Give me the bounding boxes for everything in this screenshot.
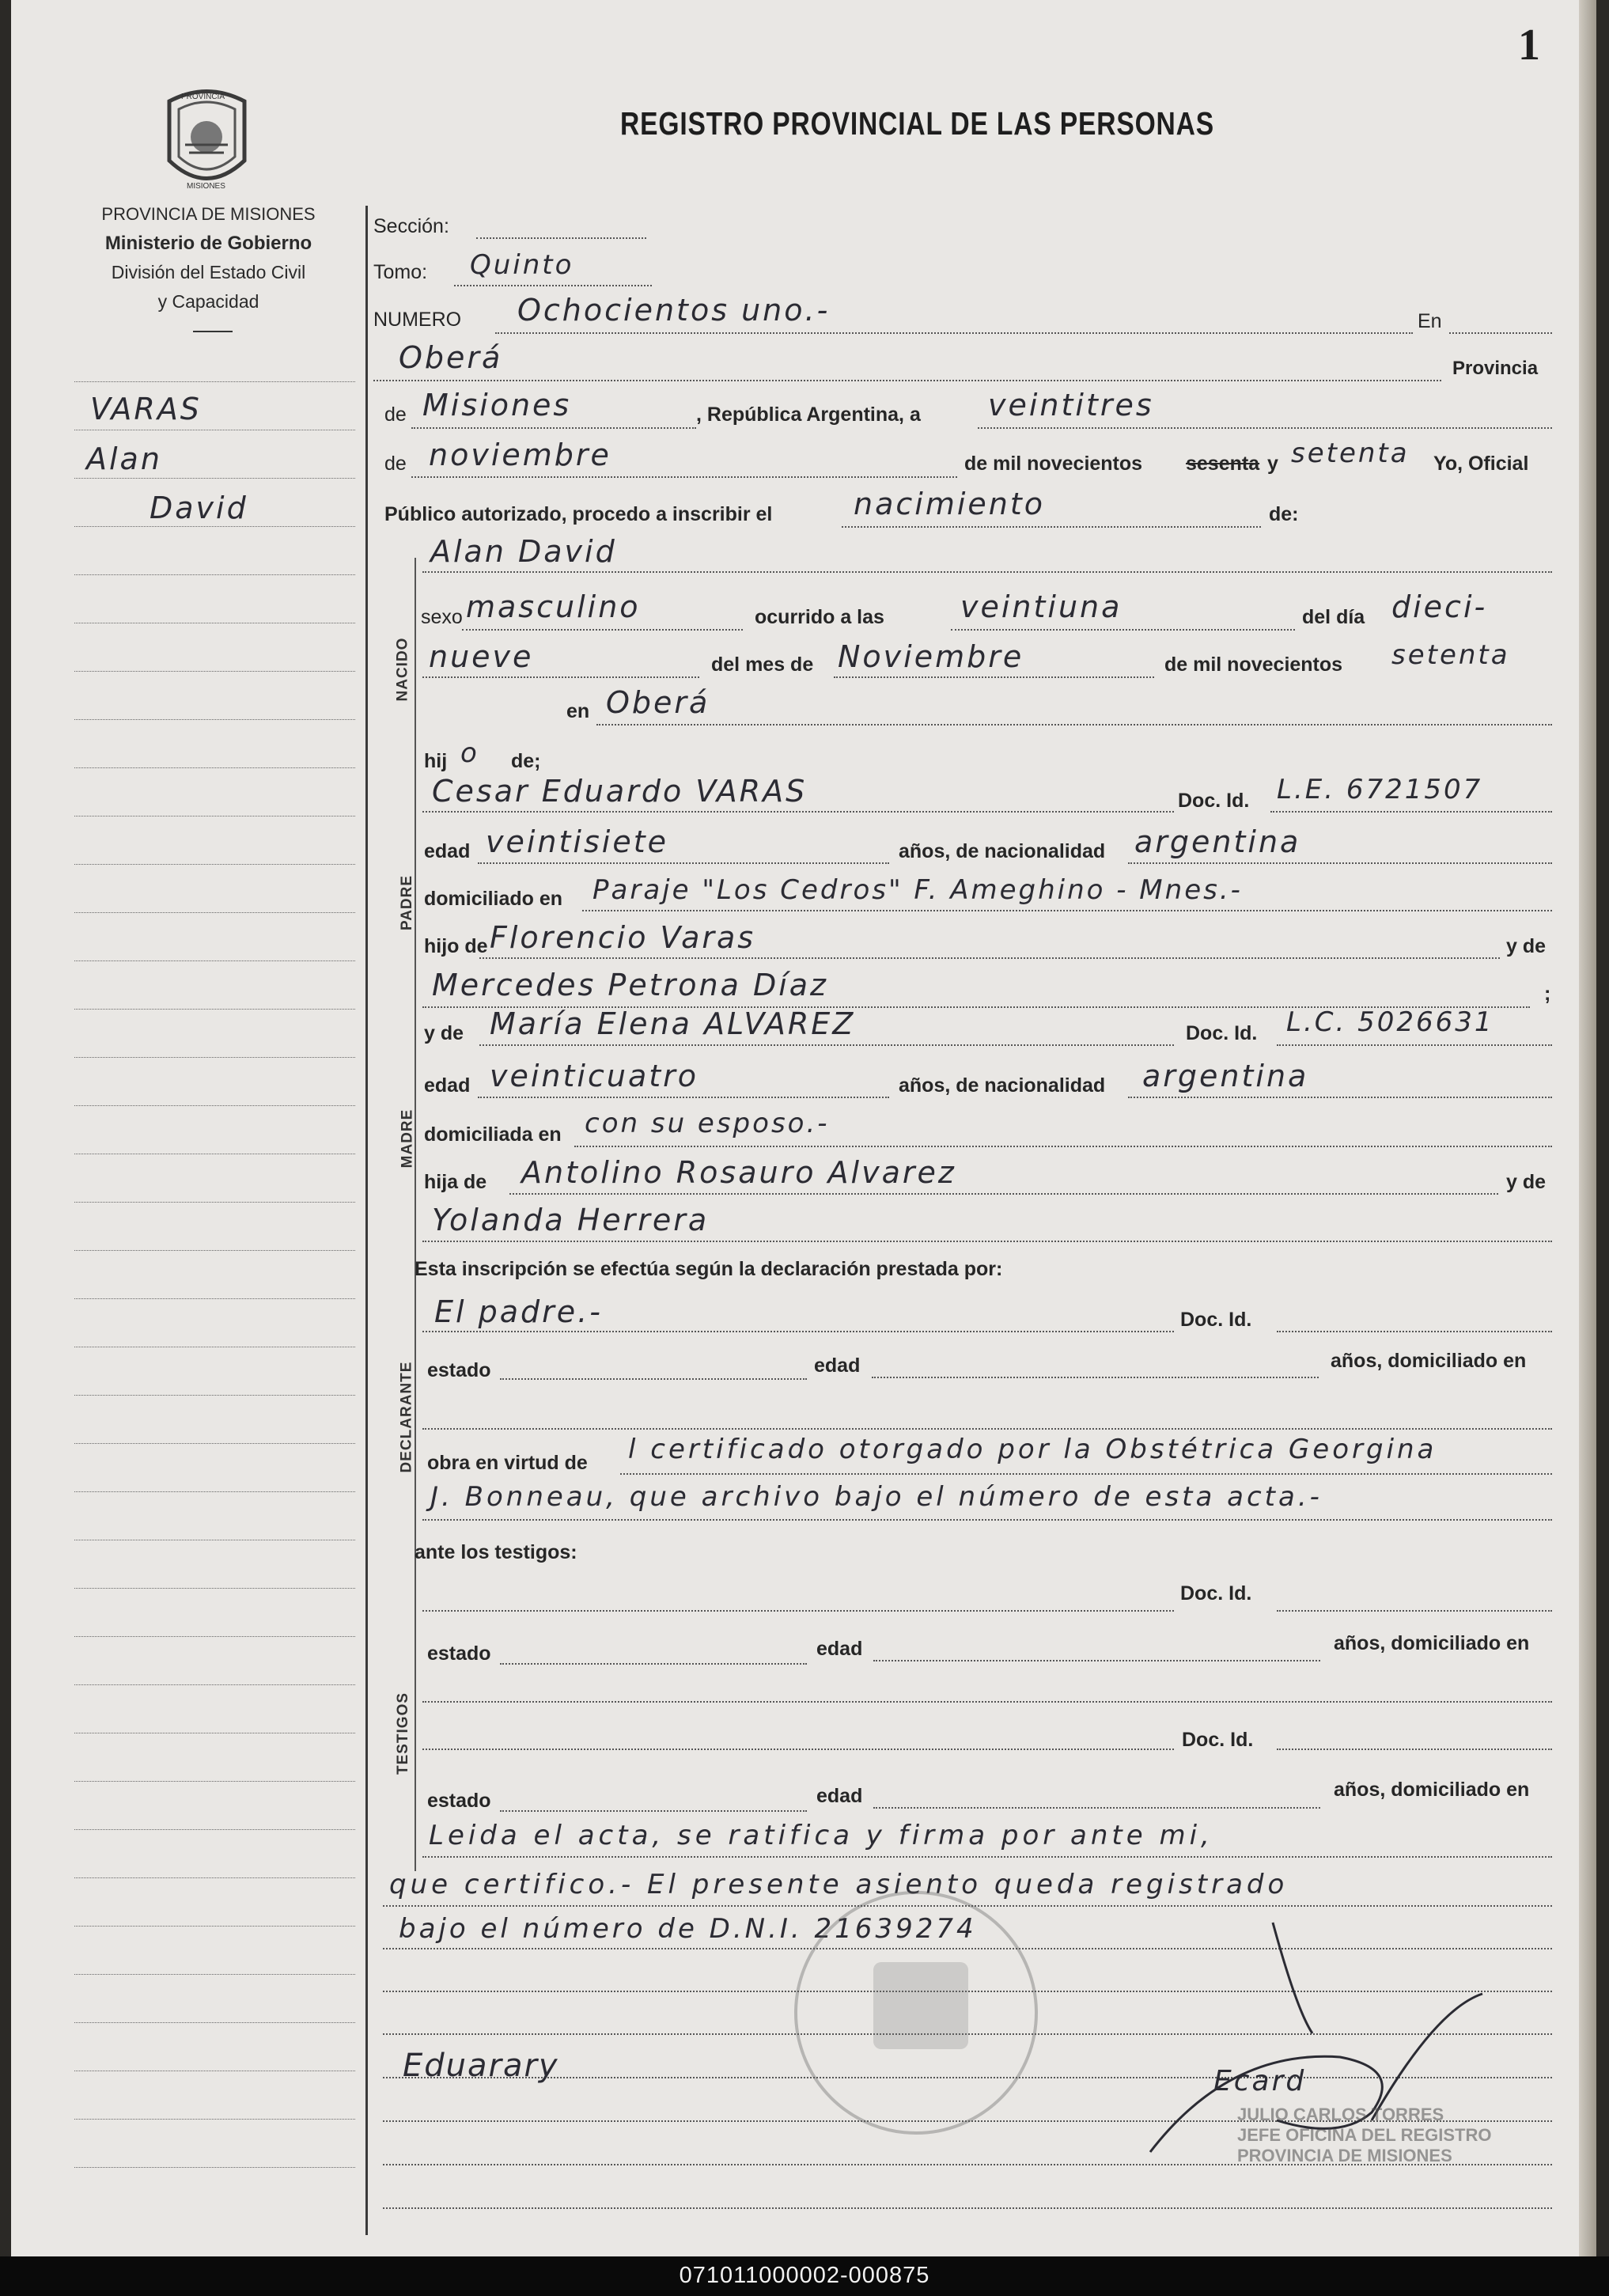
- margin-middle-name: David: [150, 491, 248, 525]
- margin-rule-line: [74, 2167, 355, 2168]
- rule-city: [373, 380, 1441, 381]
- margin-rule-line: [74, 671, 355, 672]
- certificate-page: [11, 0, 1596, 2256]
- value-dia: veintitres: [988, 388, 1154, 422]
- rule-testigo-2: [422, 1749, 1174, 1750]
- label-y-de-padre: y de: [1506, 935, 1547, 957]
- agency-line-4: y Capacidad: [157, 291, 259, 312]
- value-mes-nac: Noviembre: [838, 639, 1024, 674]
- value-padre-dom: Paraje "Los Cedros" F. Ameghino - Mnes.-: [592, 874, 1243, 906]
- officer-stamp: [1237, 2105, 1491, 2166]
- rule-sexo: [462, 629, 743, 631]
- margin-rule-line: [74, 1877, 355, 1878]
- rule-estado-testigo-2: [500, 1810, 807, 1812]
- label-sesenta: sesenta: [1186, 453, 1260, 475]
- province-emblem-icon: [161, 85, 252, 196]
- margin-rule-line: [74, 1926, 355, 1927]
- value-hij: o: [460, 737, 479, 769]
- margin-rule-line: [74, 1298, 355, 1299]
- rule-edad-testigo-2: [873, 1807, 1320, 1809]
- value-dia-nac-1: dieci-: [1391, 589, 1488, 624]
- label-anios-nac-padre: años, de nacionalidad: [899, 840, 1106, 862]
- label-edad-testigo-2: edad: [816, 1785, 863, 1807]
- seal-center-icon: [873, 1962, 968, 2049]
- rule-madre-edad: [478, 1097, 889, 1098]
- label-sexo: sexo: [421, 606, 463, 628]
- label-en: En: [1418, 310, 1442, 332]
- rule-obra-1: [620, 1473, 1552, 1475]
- label-y: y: [1267, 453, 1278, 475]
- rule-edad-testigo-1: [873, 1660, 1320, 1661]
- value-en: Oberá: [399, 340, 503, 375]
- label-edad-declarante: edad: [814, 1354, 861, 1377]
- rule-provincia: [411, 427, 696, 429]
- label-estado-testigo-1: estado: [427, 1642, 491, 1665]
- rule-numero: [495, 332, 1413, 334]
- side-label-testigos: TESTIGOS: [395, 1692, 412, 1775]
- agency-line-2: Ministerio de Gobierno: [104, 233, 312, 254]
- value-provincia: Misiones: [422, 388, 572, 422]
- margin-rule-line: [74, 1636, 355, 1637]
- margin-rule-line: [74, 1202, 355, 1203]
- section-divider: [415, 558, 416, 1871]
- label-doc-testigo-2: Doc. Id.: [1182, 1729, 1254, 1751]
- margin-rule-line: [74, 719, 355, 720]
- margin-divider: [365, 206, 368, 2235]
- label-estado-testigo-2: estado: [427, 1790, 491, 1812]
- rule-padre-nac: [1128, 862, 1552, 864]
- label-ante-testigos: ante los testigos:: [415, 1541, 577, 1563]
- rule-obra-2: [422, 1519, 1552, 1521]
- label-republica: , República Argentina, a: [696, 404, 921, 426]
- rule-madre-madre: [422, 1241, 1552, 1242]
- rule-mes-nac: [834, 676, 1154, 678]
- label-domiciliada-madre: domiciliada en: [424, 1123, 562, 1146]
- margin-rule-line: [74, 381, 355, 382]
- margin-rule-line: [74, 960, 355, 961]
- footer-id: 071011000002-000875: [679, 2263, 930, 2288]
- document-title: REGISTRO PROVINCIAL DE LAS PERSONAS: [620, 105, 1215, 142]
- margin-rule-line: [74, 1009, 355, 1010]
- rule-madre-nac: [1128, 1097, 1552, 1098]
- page-number: 1: [1518, 21, 1540, 70]
- signature-declarante: Eduarary: [403, 2048, 559, 2084]
- value-padre: Cesar Eduardo VARAS: [432, 774, 808, 809]
- label-edad-madre: edad: [424, 1074, 471, 1097]
- label-estado-declarante: estado: [427, 1359, 491, 1381]
- value-nombre: Alan David: [430, 534, 617, 569]
- side-label-declarante: DECLARANTE: [398, 1361, 415, 1473]
- rule-padre-edad: [478, 862, 889, 864]
- label-y-de-madre: y de: [424, 1022, 464, 1044]
- margin-rule-line: [74, 912, 355, 913]
- label-hija-de: hija de: [424, 1171, 487, 1193]
- margin-rule-line: [74, 1588, 355, 1589]
- side-label-madre: MADRE: [399, 1108, 416, 1169]
- value-anio: setenta: [1291, 438, 1410, 469]
- margin-rule-line: [74, 1781, 355, 1782]
- label-de-semi: de;: [511, 750, 541, 772]
- margin-rule-line: [74, 574, 355, 575]
- rule-madre: [479, 1044, 1174, 1046]
- label-doc-declarante: Doc. Id.: [1180, 1309, 1252, 1331]
- margin-rule-line: [74, 1684, 355, 1685]
- label-anios-dom-testigo-1: años, domiciliado en: [1334, 1632, 1530, 1654]
- label-provincia: Provincia: [1452, 358, 1539, 379]
- rule-nombre: [422, 571, 1552, 573]
- label-de-mil-nac: de mil novecientos: [1164, 654, 1343, 676]
- rule-padre-padre: [479, 957, 1500, 959]
- rule-tomo: [454, 285, 652, 286]
- value-numero: Ochocientos uno.-: [517, 293, 831, 328]
- rule-acto: [842, 526, 1261, 528]
- label-de-mil: de mil novecientos: [964, 453, 1143, 475]
- rule-doc-declarante: [1277, 1331, 1552, 1332]
- label-publico: Público autorizado, procedo a inscribir el: [384, 503, 773, 525]
- rule-madre-dom: [574, 1146, 1552, 1147]
- rule-declarante-dom: [422, 1428, 1552, 1430]
- rule-mes: [411, 476, 957, 478]
- agency-line-3: División del Estado Civil: [111, 262, 306, 282]
- rule-padre-doc: [1270, 811, 1552, 813]
- page-edge: [1579, 0, 1596, 2256]
- side-label-padre: PADRE: [399, 874, 416, 931]
- label-tomo: Tomo:: [373, 261, 428, 283]
- value-anio-nac: setenta: [1391, 639, 1510, 671]
- rule-madre-doc: [1277, 1044, 1552, 1046]
- rule-dia-nac: [422, 676, 699, 678]
- agency-rule: [193, 331, 233, 332]
- rule-padre: [422, 811, 1174, 813]
- value-obra-1: l certificado otorgado por la Obstétrica Georgina: [628, 1434, 1437, 1465]
- value-madre-madre: Yolanda Herrera: [432, 1203, 710, 1237]
- officer-stamp-line-1: JULIO CARLOS TORRES: [1237, 2105, 1444, 2124]
- rule-lugar-nac: [596, 724, 1552, 726]
- value-madre-nac: argentina: [1142, 1059, 1309, 1093]
- emblem-bottom-text: MISIONES: [187, 182, 225, 191]
- label-doc-padre: Doc. Id.: [1178, 790, 1250, 812]
- label-hij: hij: [424, 750, 448, 772]
- label-seccion: Sección:: [373, 215, 449, 237]
- value-madre-doc: L.C. 5026631: [1286, 1006, 1494, 1038]
- label-doc-madre: Doc. Id.: [1186, 1022, 1258, 1044]
- value-padre-edad: veintisiete: [486, 824, 668, 859]
- rule-estado-testigo-1: [500, 1663, 807, 1665]
- label-anios-dom-declarante: años, domiciliado en: [1331, 1350, 1527, 1372]
- margin-first-name: Alan: [86, 441, 162, 476]
- value-sexo: masculino: [466, 589, 641, 624]
- label-numero: NUMERO: [373, 309, 462, 331]
- signature-official: Ecard: [1213, 2065, 1307, 2097]
- label-semicolon: ;: [1544, 983, 1551, 1005]
- margin-rule-line: [74, 1829, 355, 1830]
- rule-edad-declarante: [872, 1377, 1319, 1378]
- rule-nota-1: [422, 1856, 1552, 1858]
- label-edad-testigo-1: edad: [816, 1638, 863, 1660]
- label-esta-inscripcion: Esta inscripción se efectúa según la declaración prestada por:: [415, 1258, 1003, 1280]
- margin-surname: VARAS: [90, 392, 202, 426]
- value-acto: nacimiento: [854, 487, 1046, 521]
- label-domiciliado-padre: domiciliado en: [424, 888, 563, 910]
- value-dia-nac-2: nueve: [429, 639, 534, 674]
- margin-rule-line: [74, 1974, 355, 1975]
- label-de-mes: de: [384, 453, 407, 475]
- margin-rule-line: [74, 1250, 355, 1251]
- rule-doc-testigo-2: [1277, 1749, 1552, 1750]
- label-en-nac: en: [566, 700, 590, 722]
- label-hijo-de: hijo de: [424, 935, 488, 957]
- value-tomo: Quinto: [470, 249, 574, 281]
- margin-rule-line: [74, 864, 355, 865]
- margin-rule-line: [74, 2022, 355, 2023]
- value-padre-madre: Mercedes Petrona Díaz: [432, 968, 829, 1002]
- value-madre: María Elena ALVAREZ: [490, 1006, 856, 1041]
- rule-estado-declarante: [500, 1378, 807, 1380]
- value-hora: veintiuna: [960, 589, 1123, 624]
- value-madre-dom: con su esposo.-: [585, 1108, 830, 1139]
- label-anios-dom-testigo-2: años, domiciliado en: [1334, 1779, 1530, 1801]
- value-padre-nac: argentina: [1134, 824, 1301, 859]
- margin-rule-line: [74, 1395, 355, 1396]
- label-y-de-madre-2: y de: [1506, 1171, 1547, 1193]
- rule-padre-dom: [582, 910, 1552, 911]
- label-obra: obra en virtud de: [427, 1452, 588, 1474]
- value-nota-2: que certifico.- El presente asiento queda registrado: [389, 1869, 1289, 1900]
- margin-rule-line: [74, 1491, 355, 1492]
- margin-rule-line: [74, 1057, 355, 1058]
- rule-seccion: [476, 237, 646, 239]
- margin-rule-line: [74, 767, 355, 768]
- rule-madre-padre: [509, 1193, 1498, 1195]
- label-ocurrido: ocurrido a las: [755, 606, 884, 628]
- value-mes: noviembre: [429, 438, 611, 472]
- margin-rule-line: [74, 1105, 355, 1106]
- rule-doc-testigo-1: [1277, 1610, 1552, 1612]
- rule-dia: [978, 427, 1552, 429]
- label-doc-testigo-1: Doc. Id.: [1180, 1582, 1252, 1605]
- label-de-colon: de:: [1269, 503, 1299, 525]
- value-obra-2: J. Bonneau, que archivo bajo el número de esta acta.-: [430, 1481, 1323, 1513]
- value-nota-3: bajo el número de D.N.I. 21639274: [399, 1913, 977, 1945]
- side-label-nacido: NACIDO: [394, 637, 411, 702]
- value-madre-padre: Antolino Rosauro Alvarez: [521, 1155, 956, 1190]
- agency-block: [60, 199, 357, 316]
- margin-rule-line: [74, 478, 355, 479]
- rule-declarante: [422, 1331, 1174, 1332]
- agency-line-1: PROVINCIA DE MISIONES: [101, 204, 316, 224]
- officer-stamp-line-3: PROVINCIA DE MISIONES: [1237, 2146, 1452, 2165]
- rule-testigo-1: [422, 1610, 1174, 1612]
- value-madre-edad: veinticuatro: [490, 1059, 698, 1093]
- value-declarante: El padre.-: [434, 1294, 603, 1329]
- rule-testigo-1-dom: [422, 1701, 1552, 1703]
- value-padre-doc: L.E. 6721507: [1277, 774, 1483, 805]
- label-del-mes: del mes de: [711, 654, 814, 676]
- label-edad-padre: edad: [424, 840, 471, 862]
- margin-rule-line: [74, 2119, 355, 2120]
- label-anios-nac-madre: años, de nacionalidad: [899, 1074, 1106, 1097]
- value-lugar-nac: Oberá: [606, 685, 710, 720]
- label-del-dia: del día: [1302, 606, 1365, 628]
- rule-hora: [951, 629, 1295, 631]
- officer-stamp-line-2: JEFE OFICINA DEL REGISTRO: [1237, 2125, 1492, 2145]
- rule-en: [1449, 332, 1552, 334]
- margin-rule-line: [74, 1443, 355, 1444]
- rule-blank-6: [383, 2207, 1552, 2209]
- emblem-top-text: PROVINCIA: [181, 93, 225, 101]
- value-nota-1: Leida el acta, se ratifica y firma por ante mi,: [429, 1820, 1213, 1851]
- margin-rule-line: [74, 526, 355, 527]
- label-de: de: [384, 404, 407, 426]
- value-padre-padre: Florencio Varas: [490, 920, 756, 955]
- label-yo-oficial: Yo, Oficial: [1433, 453, 1529, 475]
